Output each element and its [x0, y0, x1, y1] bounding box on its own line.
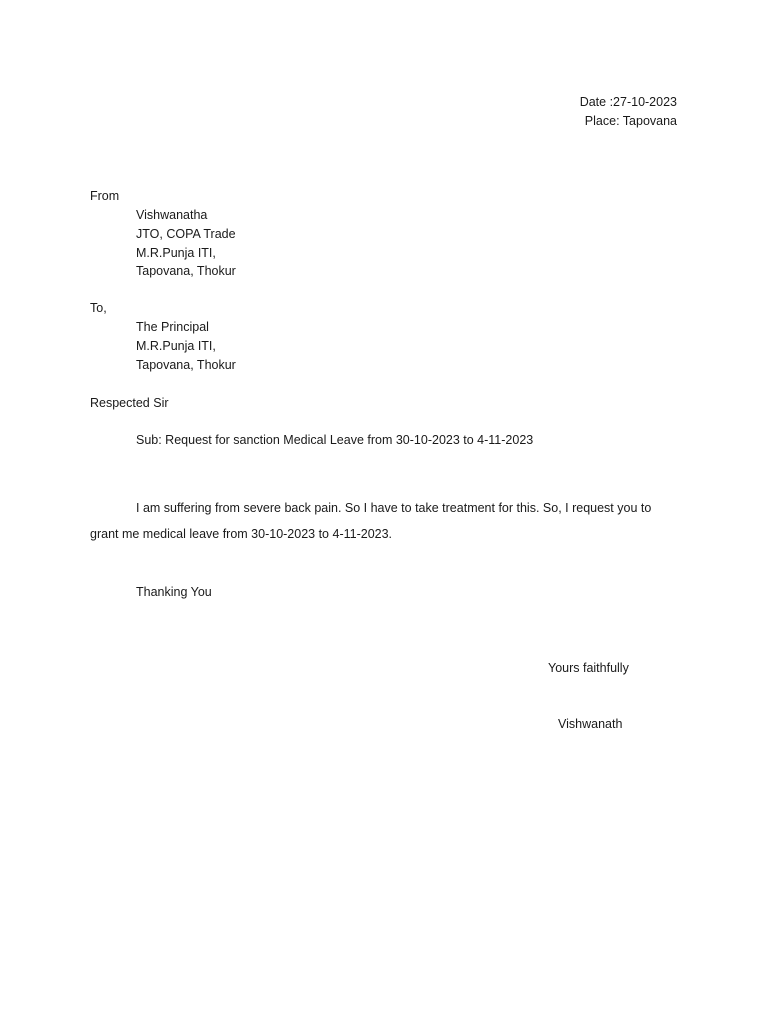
to-place: Tapovana, Thokur [136, 358, 236, 372]
place-line: Place: Tapovana [584, 114, 677, 128]
from-designation: JTO, COPA Trade [136, 227, 236, 241]
salutation: Respected Sir [90, 396, 169, 410]
from-label: From [90, 189, 120, 203]
signature-name: Vishwanath [558, 717, 623, 731]
to-label: To, [90, 301, 107, 315]
from-institute: M.R.Punja ITI, [136, 246, 216, 260]
from-place: Tapovana, Thokur [136, 264, 236, 278]
to-institute: M.R.Punja ITI, [136, 339, 216, 353]
from-name: Vishwanatha [136, 208, 208, 222]
closing-line: Yours faithfully [548, 661, 629, 675]
thanks-line: Thanking You [136, 585, 212, 599]
body-paragraph: I am suffering from severe back pain. So I have to take treatment for this. So, I request you to grant me medical leave from 30-10-2023 to 4-11-2023. [90, 501, 652, 541]
subject-line: Sub: Request for sanction Medical Leave from 30-10-2023 to 4-11-2023 [136, 433, 534, 447]
date-line: Date :27-10-2023 [579, 95, 677, 109]
to-name: The Principal [136, 320, 209, 334]
